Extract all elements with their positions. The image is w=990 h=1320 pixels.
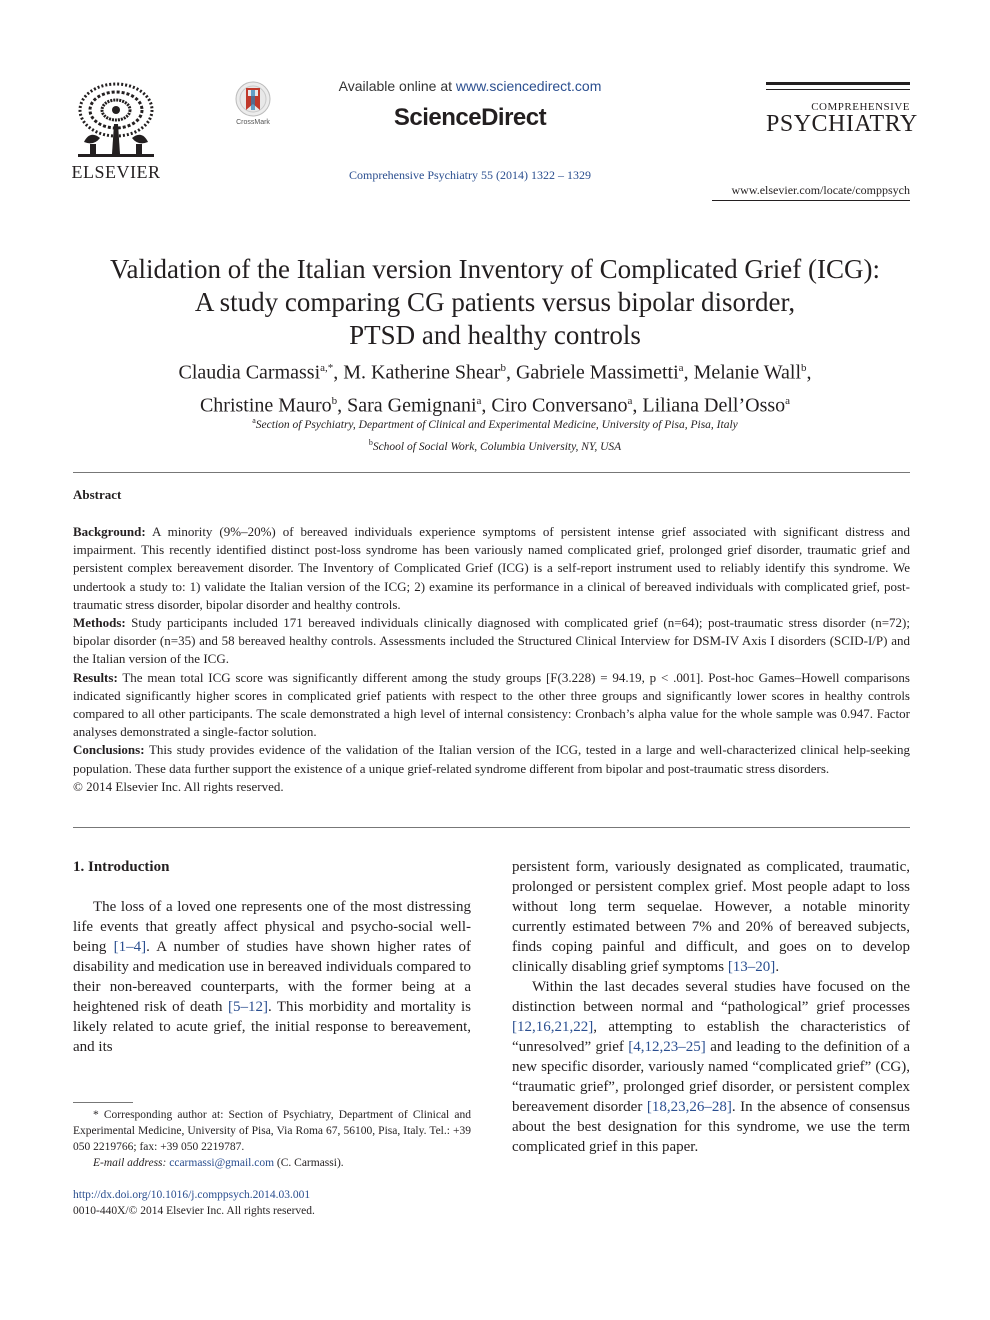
elsevier-tree-icon xyxy=(70,80,162,158)
paragraph-text: , attempting to establish the characteristics of “unresolved” grief xyxy=(512,1019,910,1055)
journal-logo-main: PSYCHIATRY xyxy=(766,111,918,137)
affiliation-mark: b xyxy=(368,437,373,447)
author-affiliation-mark[interactable]: b xyxy=(500,362,506,374)
author-name[interactable]: Sara Gemignani xyxy=(347,394,477,417)
reference-link[interactable]: [18,23,26–28] xyxy=(646,1099,732,1115)
corresponding-author-note: * Corresponding author at: Section of Psychiatry, Department of Clinical and Experimental Medicine, University of Pisa, Via Roma 67, 56100, Pisa, Italy. Tel.: +39 050 2219766; fax: +39 050 2219787. xyxy=(73,1109,471,1153)
header-divider xyxy=(712,200,910,201)
author-separator: , xyxy=(481,394,492,417)
abstract-results xyxy=(73,669,910,742)
author-separator: , xyxy=(632,394,643,417)
author-name[interactable]: Melanie Wall xyxy=(693,361,801,384)
affiliation-text: School of Social Work, Columbia University, NY, USA xyxy=(372,440,622,453)
sciencedirect-brand: ScienceDirect xyxy=(393,104,547,131)
reference-link[interactable]: [4,12,23–25] xyxy=(628,1039,706,1055)
section-heading: 1. Introduction xyxy=(73,859,170,875)
doi-block xyxy=(73,1187,471,1219)
abstract-top-rule xyxy=(73,472,910,473)
journal-url[interactable]: www.elsevier.com/locate/comppsych xyxy=(731,183,910,197)
paragraph-text: . A number of studies have shown higher rates of disability and medication use in bereaved individuals compared to their non-bereaved counterparts, with the former being at a heightened risk of death xyxy=(73,939,471,1015)
affiliation-mark: a xyxy=(252,416,256,425)
journal-logo-rule-thin xyxy=(766,89,910,90)
title-line: Validation of the Italian version Inventory of Complicated Grief (ICG): xyxy=(109,254,881,284)
abstract-text: The mean total ICG score was significantly different among the study groups [F(3.228) = 94.19, p < .001]. Post-hoc Games–Howell comparisons indicated significantly higher scores in complicated grief patients with respect to the other three groups and significantly lower scores in healthy controls compared to all other participants. The scale demonstrated a high level of internal consistency: Cronbach’s alpha value for the whole sample was 0.947. Factor analyses demonstrated a single-factor solution. xyxy=(73,669,910,740)
email-suffix: (C. Carmassi). xyxy=(274,1157,344,1169)
author-separator: , xyxy=(683,361,694,384)
author-separator: , xyxy=(806,361,812,384)
abstract-text: A minority (9%–20%) of bereaved individuals experience symptoms of persistent intense grief associated with significant distress and impairment. This recently identified distinct post-loss syndrome has been variously named complicated grief, prolonged grief disorder, traumatic grief and persistent complex bereavement disorder. The Inventory of Complicated Grief (ICG) is a self-report instrument used to reliably identify this syndrome. We undertook a study to: 1) validate the Italian version of the ICG; 2) examine its performance in a clinical of bereaved individuals with complicated grief, post-traumatic stress disorder, bipolar disorder and healthy controls. xyxy=(73,524,910,612)
crossmark-label: CrossMark xyxy=(236,119,270,126)
footnote-rule xyxy=(73,1102,133,1103)
affiliation xyxy=(60,412,930,434)
author-list xyxy=(60,354,930,419)
author-affiliation-mark[interactable]: a xyxy=(476,394,482,407)
author-name[interactable]: Claudia Carmassi xyxy=(178,361,321,384)
affiliations xyxy=(60,412,930,456)
abstract-conclusions xyxy=(73,741,910,777)
author-affiliation-mark[interactable]: a xyxy=(627,394,633,407)
column-left xyxy=(73,857,471,1057)
abstract-background xyxy=(73,523,910,614)
abstract-text: Study participants included 171 bereaved individuals clinically diagnosed with complicated grief (n=64); post-traumatic stress disorder (n=72); bipolar disorder (n=35) and 58 bereaved healthy controls. Assessments included the Structured Clinical Interview for DSM-IV Axis I disorders (SCID-I/P) and the Italian version of the ICG. xyxy=(73,615,910,667)
author-affiliation-mark[interactable]: b xyxy=(331,394,338,407)
paragraph-text: The loss of a loved one represents one of the most distressing life events that greatly affect physical and psycho-social well-being xyxy=(73,899,471,955)
abstract-label: Methods: xyxy=(73,615,126,631)
paragraph-text: Within the last decades several studies have focused on the distinction between normal and “pathological” grief processes xyxy=(512,979,910,1015)
author-affiliation-mark[interactable]: a xyxy=(785,394,791,407)
email-note xyxy=(73,1155,471,1171)
author-name[interactable]: Christine Mauro xyxy=(199,394,332,417)
article-title xyxy=(60,253,930,352)
journal-logo xyxy=(766,82,918,137)
crossmark-icon xyxy=(234,80,272,118)
abstract-label: Conclusions: xyxy=(73,742,145,758)
author-name[interactable]: Liliana Dell’Osso xyxy=(642,394,786,417)
author-separator: , xyxy=(333,361,344,384)
author-name[interactable]: Gabriele Massimetti xyxy=(515,361,679,384)
title-line: A study comparing CG patients versus bipolar disorder, xyxy=(194,287,796,317)
author-separator: , xyxy=(505,361,516,384)
author-affiliation-mark[interactable]: a xyxy=(678,362,684,374)
abstract-bottom-rule xyxy=(73,827,910,828)
reference-link[interactable]: [1–4] xyxy=(113,939,147,955)
abstract-text: This study provides evidence of the validation of the Italian version of the ICG, tested in a large and well-characterized clinical help-seeking population. These data further support the existence of a unique grief-related syndrome different from bipolar and post-traumatic stress disorders. xyxy=(73,742,910,776)
reference-link[interactable]: [12,16,21,22] xyxy=(512,1019,594,1035)
abstract-heading: Abstract xyxy=(73,487,122,502)
abstract-label: Results: xyxy=(73,669,118,685)
journal-citation[interactable]: Comprehensive Psychiatry 55 (2014) 1322 – 1329 xyxy=(349,168,591,182)
paragraph-text: . In the absence of consensus about the best designation for this syndrome, we use the term complicated grief in this paper. xyxy=(512,1099,910,1155)
column-right xyxy=(512,857,910,1157)
doi-link[interactable]: http://dx.doi.org/10.1016/j.comppsych.2014.03.001 xyxy=(73,1189,311,1201)
author-affiliation-mark[interactable]: b xyxy=(801,362,807,374)
elsevier-wordmark: ELSEVIER xyxy=(71,162,161,182)
abstract-label: Background: xyxy=(73,524,146,539)
author-separator: , xyxy=(337,394,348,417)
author-affiliation-mark[interactable]: a,* xyxy=(320,362,334,374)
available-online xyxy=(300,78,640,94)
abstract-copyright: © 2014 Elsevier Inc. All rights reserved. xyxy=(73,778,284,794)
email-label: E-mail address: xyxy=(93,1157,167,1169)
reference-link[interactable]: [5–12] xyxy=(227,999,268,1015)
paragraph-text: . xyxy=(775,959,780,975)
abstract-body xyxy=(73,523,910,796)
affiliation xyxy=(60,434,930,456)
abstract-methods xyxy=(73,614,910,669)
author-name[interactable]: Ciro Conversano xyxy=(491,394,628,417)
email-link[interactable]: ccarmassi@gmail.com xyxy=(169,1157,275,1169)
issn-line: 0010-440X/© 2014 Elsevier Inc. All rights reserved. xyxy=(73,1205,315,1217)
paragraph-text: and leading to the definition of a new specific disorder, variously named “complicated grief” (CG), “traumatic grief”, prolonged grief disorder, or persistent complex bereavement disorder xyxy=(512,1039,911,1115)
footnotes xyxy=(73,1107,471,1171)
reference-link[interactable]: [13–20] xyxy=(727,959,776,975)
crossmark-badge[interactable] xyxy=(228,80,278,126)
journal-logo-top: COMPREHENSIVE xyxy=(811,101,910,113)
paragraph xyxy=(73,897,471,1057)
available-online-prefix: Available online at xyxy=(338,78,456,94)
title-line: PTSD and healthy controls xyxy=(349,320,641,350)
elsevier-logo xyxy=(70,80,162,183)
affiliation-text: Section of Psychiatry, Department of Clinical and Experimental Medicine, University of Pisa, Pisa, Italy xyxy=(255,418,738,431)
paragraph-text: . This morbidity and mortality is likely related to acute grief, the initial response to bereavement, and its xyxy=(73,999,471,1055)
paragraph-text: persistent form, variously designated as complicated, traumatic, prolonged or persistent complex grief. Most people adapt to loss without long term sequelae. However, a notable minority currently estimated between 7% and 20% of bereaved subjects, finds coping painful and difficult, and goes on to develop clinically disabling grief symptoms xyxy=(512,859,910,975)
sciencedirect-link[interactable]: www.sciencedirect.com xyxy=(455,78,602,94)
journal-logo-rule xyxy=(766,82,910,85)
paragraph xyxy=(512,857,910,977)
author-name[interactable]: M. Katherine Shear xyxy=(343,361,501,384)
paragraph xyxy=(512,977,910,1157)
